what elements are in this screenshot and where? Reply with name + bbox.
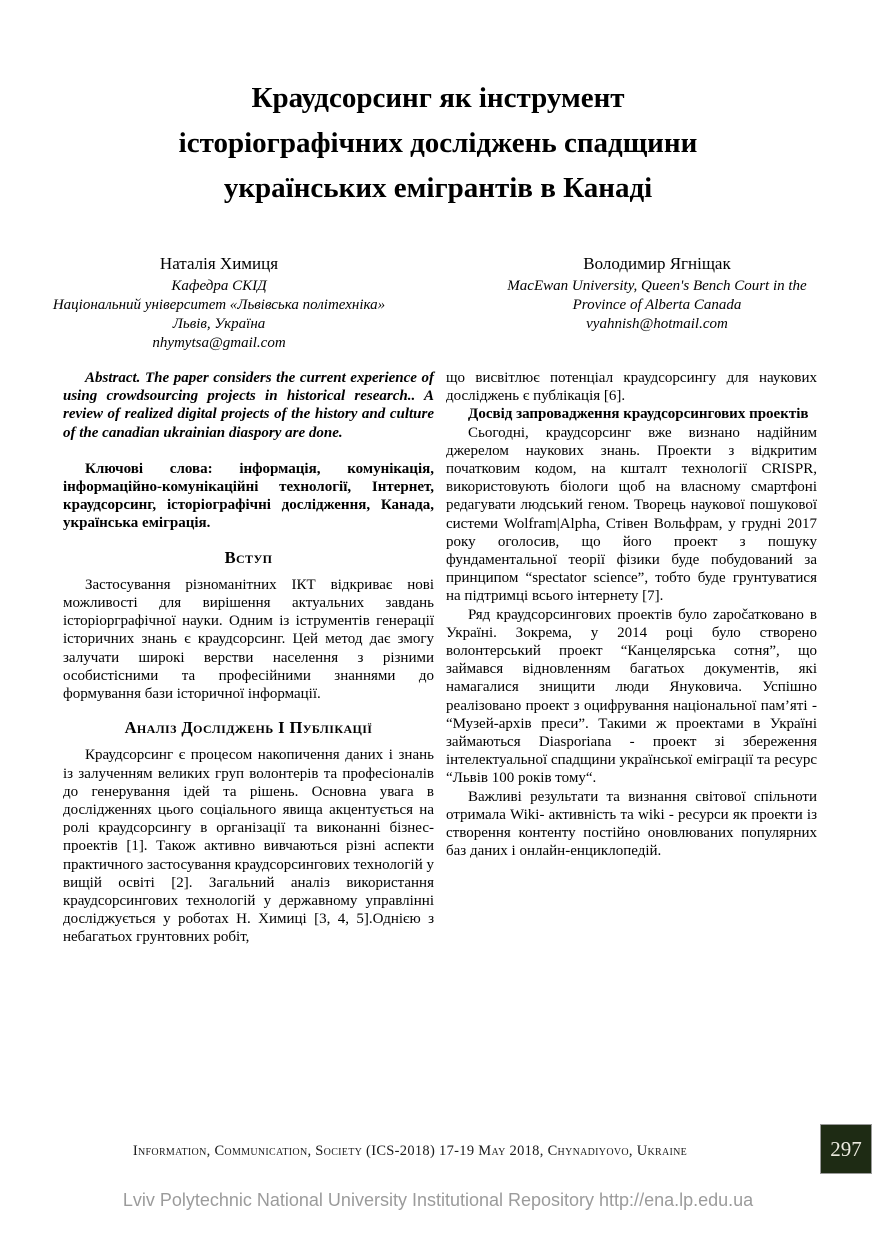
right-column bbox=[446, 369, 817, 947]
author-block-left bbox=[0, 253, 438, 353]
title-line: Краудсорсинг як інструмент bbox=[251, 82, 625, 114]
analysis-paragraph: Краудсорсинг є процесом накопичення даних і знань із залученням великих груп волонтерів та професіоналів до генерування ідей та рішень. Основна увага в дослідженнях цього соціального явища акцентується на ролі краудсорсингу в організації та виконанні бізнес-проектів [1]. Також активно вивчаються різні аспекти практичного застосування краудсорсингових технологій у вищій освіті [2]. Загальний аналіз використання краудсорсингових технологій у державному управлінні досліджується у роботах Н. Химиці [3, 4, 5].Однією з небагатьох грунтовних робіт, bbox=[63, 747, 434, 946]
body-paragraph: що висвітлює потенціал краудсорсингу для наукових досліджень є публікація [6]. bbox=[446, 370, 817, 405]
author-name: Наталія Химиця bbox=[159, 254, 279, 273]
author-email: nhymytsa@gmail.com bbox=[152, 335, 286, 351]
author-block-right bbox=[438, 253, 876, 353]
author-affiliation: Львів, Україна bbox=[172, 316, 266, 332]
title-line: історіографічних досліджень спадщини bbox=[178, 127, 698, 159]
abstract-paragraph: Abstract. The paper considers the current experience of using crowdsourcing projects in historical research.. A review of realized digital projects of the history and culture of the canadian ukrainian diaspory are done. bbox=[63, 370, 434, 441]
author-affiliation: Національний університет «Львівська політехніка» bbox=[52, 297, 386, 313]
subsection-heading: Досвід запровадження краудсорсингових проектів bbox=[468, 406, 809, 423]
keywords-paragraph: Ключові слова: інформація, комунікація, інформаційно-комунікаційні технології, Інтернет, краудсорсинг, історіографічні дослідження, Канада, українська еміграція. bbox=[63, 460, 434, 532]
author-affiliation: Province of Alberta Canada bbox=[572, 297, 742, 313]
author-affiliation: MacEwan University, Queen's Bench Court in the bbox=[507, 278, 807, 294]
title-line: українських емігрантів в Канаді bbox=[223, 172, 653, 204]
conference-footer: Information, Communication, Society (ICS-2018) 17-19 May 2018, Chynadiyovo, Ukraine bbox=[132, 1143, 688, 1159]
section-heading-intro: Вступ bbox=[224, 547, 273, 567]
paper-title bbox=[56, 0, 820, 211]
body-paragraph: Важливі результати та визнання світової спільноти отримала Wiki- активність та wiki - ресурси як проекти із створення контенту постійно оновлюваних популярних баз даних і онлайн-енциклопедій. bbox=[446, 788, 817, 860]
authors-row bbox=[0, 253, 876, 353]
repository-footer: Lviv Polytechnic National University Institutional Repository http://ena.lp.edu.ua bbox=[122, 1190, 754, 1210]
body-paragraph: Ряд краудсорсингових проектів було započатковано в Україні. Зокрема, у 2014 році було створено волонтерський проект “Канцелярська сотня”, що займався відновленням багатьох документів, які намагалися знищити люди Януковича. Успішно реалізовано проект з оцифрування національної пам’яті - “Музей-архів преси”. Такими ж проектами в Україні займаються Diasporiana - проект зі збереження інтелектуальної спадщини української еміграції та ресурс “Львів 100 років тому“. bbox=[446, 606, 817, 787]
page-number-badge: 297 bbox=[820, 1124, 872, 1174]
intro-paragraph: Застосування різноманітних ІКТ відкриває нові можливості для вирішення актуальних завдань історіорграфічної науки. Одним із іструментів генерації історичних знань є краудсорсинг. Цей метод дає змогу залучати широкі верстви населення з різними особистісними та професійними знаннями до формування бази історичної інформації. bbox=[63, 576, 434, 703]
author-email: vyahnish@hotmail.com bbox=[586, 316, 728, 332]
author-affiliation: Кафедра СКІД bbox=[171, 278, 267, 294]
section-heading-analysis: Аналіз Досліджень І Публікації bbox=[124, 718, 373, 738]
body-paragraph: Сьогодні, краудсорсинг вже визнано надійним джерелом наукових знань. Проекти з відкритим початковим кодом, на кшталт технології CRISPR, використовують біологи щоб на власному смартфоні редагувати людський геном. Творець наукової пошукової системи Wolfram|Alpha, Стівен Вольфрам, у грудні 2017 року оголосив, що його проект з пошуку фундаментальної теорії фізики буде побудований за принципом “spectator science”, тобто буде грунтуватися на підтримці всього інтернету [7]. bbox=[446, 424, 817, 605]
left-column bbox=[63, 369, 434, 947]
author-name: Володимир Ягніщак bbox=[583, 254, 731, 273]
body-columns bbox=[63, 369, 817, 947]
